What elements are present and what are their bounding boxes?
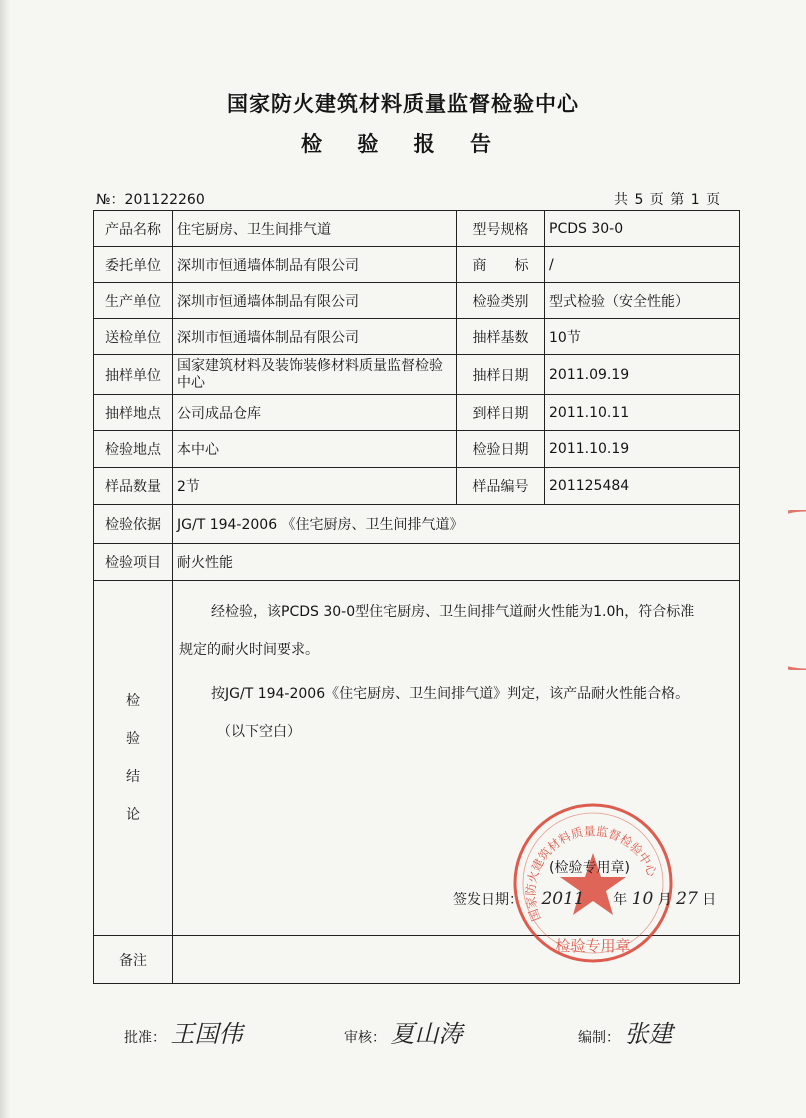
field-value: 住宅厨房、卫生间排气道 [173,211,457,247]
field-label: 型号规格 [457,211,545,247]
table-row [94,431,740,468]
field-value: 公司成品仓库 [173,395,457,431]
compile-label: 编制： [578,1030,620,1046]
table-row [94,544,740,581]
field-value: 201125484 [545,468,740,505]
table-row [94,505,740,544]
field-value: 型式检验（安全性能） [545,283,740,319]
approve-signature [124,1014,242,1049]
field-label: 到样日期 [457,395,545,431]
field-label: 抽样地点 [94,395,173,431]
issue-date [453,889,716,909]
conclusion-row [94,581,740,936]
compile-signature [578,1014,672,1049]
field-value: 深圳市恒通墙体制品有限公司 [173,247,457,283]
field-label: 检验地点 [94,431,173,468]
basis-value: JG/T 194-2006 《住宅厨房、卫生间排气道》 [173,505,740,544]
items-value: 耐火性能 [173,544,740,581]
field-label: 检验项目 [94,544,173,581]
org-title: 国家防火建筑材料质量监督检验中心 [227,92,579,116]
issue-year: 2011 [541,889,585,909]
review-signature [344,1014,462,1049]
field-value: 国家建筑材料及装饰装修材料质量监督检验中心 [173,355,457,395]
table-row [94,319,740,355]
field-value: PCDS 30-0 [545,211,740,247]
conclusion-body [173,581,740,955]
conclusion-char: 验 [126,731,140,747]
approve-handwriting: 王国伟 [170,1020,243,1048]
field-value: / [545,247,740,283]
field-value: 2节 [173,468,457,505]
field-label: 生产单位 [94,283,173,319]
field-label: 送检单位 [94,319,173,355]
field-value: 本中心 [173,431,457,468]
page-info: 共 5 页 第 1 页 [614,192,722,208]
report-title: 检 验 报 告 [301,132,505,156]
conclusion-char: 检 [126,693,140,709]
field-label: 样品编号 [457,468,545,505]
issue-day-suffix: 日 [702,892,717,908]
conclusion-paragraph-2: 按JG/T 194-2006《住宅厨房、卫生间排气道》判定，该产品耐火性能合格。 [211,686,690,702]
table-row [94,468,740,505]
report-table [93,210,740,984]
field-label: 抽样日期 [457,355,545,395]
issue-month: 10 [631,889,654,909]
table-row [94,355,740,395]
seal-note: (检验专用章) [549,860,630,876]
conclusion-char: 论 [126,807,140,823]
inspection-seal [511,801,675,965]
conclusion-char: 结 [126,769,140,785]
remarks-label: 备注 [94,936,173,984]
field-label: 样品数量 [94,468,173,505]
field-value: 深圳市恒通墙体制品有限公司 [173,283,457,319]
field-label: 检验依据 [94,505,173,544]
field-value: 10节 [545,319,740,355]
seal-bottom-text: 检验专用章 [555,937,631,955]
field-label: 抽样单位 [94,355,173,395]
compile-handwriting: 张建 [624,1020,673,1048]
issue-day: 27 [676,889,698,909]
field-label: 商 标 [457,247,545,283]
review-label: 审核： [344,1030,386,1046]
paper-edge [0,0,10,1118]
seal-ring-text: 国家防火建筑材料质量监督检验中心 [523,824,660,924]
field-value: 2011.10.11 [545,395,740,431]
issue-month-suffix: 月 [657,892,672,908]
field-value: 深圳市恒通墙体制品有限公司 [173,319,457,355]
report-number: №：201122260 [96,192,205,208]
field-value: 2011.10.19 [545,431,740,468]
conclusion-label [94,581,173,936]
table-row [94,211,740,247]
conclusion-paragraph-1b: 规定的耐火时间要求。 [179,642,319,658]
table-row [94,247,740,283]
field-label: 检验日期 [457,431,545,468]
field-label: 委托单位 [94,247,173,283]
approve-label: 批准： [124,1030,166,1046]
issue-year-suffix: 年 [613,892,628,908]
field-value: 2011.09.19 [545,355,740,395]
field-label: 抽样基数 [457,319,545,355]
conclusion-paragraph-1a: 经检验，该PCDS 30-0型住宅厨房、卫生间排气道耐火性能为1.0h，符合标准 [211,604,695,620]
review-handwriting: 夏山涛 [390,1020,463,1048]
field-label: 产品名称 [94,211,173,247]
issue-date-label: 签发日期： [453,892,523,908]
table-row [94,283,740,319]
edge-seal-fragment [788,510,806,670]
field-label: 检验类别 [457,283,545,319]
table-row [94,395,740,431]
conclusion-paragraph-3: （以下空白） [217,724,301,740]
